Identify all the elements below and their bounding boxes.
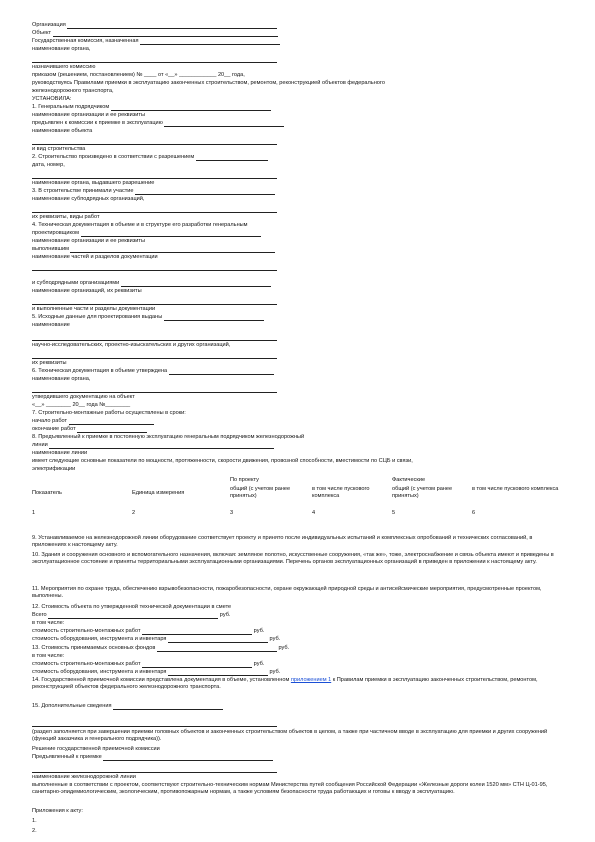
rules-line-cont: железнодорожного транспорта, [32, 88, 114, 94]
established-heading: УСТАНОВИЛА: [32, 96, 72, 102]
blank-field[interactable] [32, 298, 277, 305]
item-1b-line [32, 120, 284, 127]
org-field[interactable] [67, 22, 277, 29]
column-number: 2 [132, 510, 136, 516]
currency-label: руб. [269, 636, 281, 643]
item-3-line [32, 188, 275, 195]
caption-text: и вид строительства [32, 146, 86, 152]
object-line [32, 30, 278, 37]
commission-label: Государственная комиссия, назначенная [32, 38, 139, 45]
currency-label: руб. [253, 661, 265, 668]
railway-label: линии [32, 442, 48, 449]
caption-text: их реквизиты, виды работ [32, 214, 100, 220]
item-5-label: 5. Исходные данные для проектирования выданы [32, 314, 163, 321]
item-2-label: 2. Строительство произведено в соответствии с разрешением [32, 154, 195, 161]
start-field[interactable] [69, 418, 154, 425]
currency-label: руб. [278, 645, 290, 652]
header-indicator: Показатель [32, 490, 62, 496]
presented-field[interactable] [103, 754, 273, 761]
item-5-line [32, 314, 264, 321]
item-4b-line [32, 230, 261, 237]
item-15-note: (раздел заполняется при завершении приемки головных объектов и законченных строительством объектов в целом, а также при частичном вводе в эксплуатацию для приемки и других сооружений (функций заказчика и генерального подрядчика)). [32, 729, 548, 742]
item-14-paragraph [32, 677, 567, 691]
total-field[interactable] [48, 612, 218, 619]
equipment-cost-label: стоимость оборудования, инструмента и инвентаря [32, 636, 167, 643]
item-12-line: 12. Стоимость объекта по утвержденной технической документации в смете [32, 604, 232, 610]
indicators-line-cont: электрификации [32, 466, 76, 472]
item-14-text-cont: к Правилам приемки в эксплуатацию законченных строительством, ремонтом, реконструкцией объектов федерального железнодорожного транспорта. [32, 677, 538, 690]
blank-field[interactable] [32, 352, 277, 359]
item-3-label: 3. В строительстве принимали участие [32, 188, 134, 195]
approval-date-line: «__» ________ 20__ года №________ [32, 402, 131, 408]
column-number: 6 [472, 510, 476, 516]
approved-field[interactable] [169, 368, 274, 375]
header-project-total: общий (с учетом ранее принятых) [230, 486, 291, 499]
blank-field[interactable] [32, 334, 277, 341]
caption-text: наименование организаций, их реквизиты [32, 288, 142, 294]
equipment-cost-field[interactable] [168, 669, 268, 676]
item-15-label: 15. Дополнительные сведения [32, 703, 112, 710]
item-10-paragraph: 10. Здания и сооружения основного и вспомогательного назначения, включая: земляное полотно, искусственные сооружения, «так же», тоже, электроснабжение и связь объекта имеют и приведены в эксплуатационное состояние и приняты территориальными эксплуатационными организациями. Перечень органов эксплуатационных организаций в приведен в приложении к настоящему акту. [32, 552, 554, 565]
additional-info-field[interactable] [113, 703, 223, 710]
blank-field[interactable] [32, 386, 277, 393]
contractor-field[interactable] [111, 104, 271, 111]
construction-cost-label: стоимость строительно-монтажных работ [32, 661, 141, 668]
presented-label: Предъявленный к приемке [32, 754, 102, 761]
caption-text: наименование [32, 322, 70, 328]
caption-text: наименование органа, [32, 46, 91, 52]
caption-text: наименование органа, выдавшего разрешение [32, 180, 155, 186]
org-label: Организация [32, 22, 66, 29]
item-4d-label: и субподрядными организациями [32, 280, 120, 287]
railway-field[interactable] [49, 442, 274, 449]
start-label: начало работ [32, 418, 68, 425]
caption-text: наименование организации и ее реквизиты [32, 238, 146, 244]
blank-field[interactable] [32, 264, 277, 271]
subcontract-org-field[interactable] [121, 280, 271, 287]
column-number: 5 [392, 510, 396, 516]
item-2-line [32, 154, 268, 161]
railway-line [32, 442, 274, 449]
permit-field[interactable] [196, 154, 268, 161]
caption-text: наименование объекта [32, 128, 93, 134]
header-actual-launch: в том числе пускового комплекса [472, 486, 559, 492]
column-number: 3 [230, 510, 234, 516]
caption-text: утвердившего документацию на объект [32, 394, 135, 400]
decision-paragraph: выполненные в соответствии с проектом, соответствуют строительно-техническим нормам Министерства путей сообщения Российской Федерации «Железные дороги колеи 1520 мм» СТН Ц-01-95, санитарно-эпидемиологическим, экологическим, противопожарным нормам, а также условиям безопасности труда работающих и готовы к вводу в эксплуатацию. [32, 782, 548, 795]
subcontractors-field[interactable] [135, 188, 275, 195]
appendix-1-link[interactable]: приложением 1 [290, 677, 332, 683]
designer-field[interactable] [81, 230, 261, 237]
item-6-line [32, 368, 274, 375]
header-project-launch: в том числе пускового комплекса [312, 486, 370, 499]
blank-field[interactable] [32, 172, 277, 179]
currency-label: руб. [253, 628, 265, 635]
equipment-cost-label: стоимость оборудования, инструмента и инвентаря [32, 669, 167, 676]
rules-line: руководствуясь Правилами приемки в эксплуатацию законченных строительством, ремонтом, реконструкцией объектов федерального [32, 80, 385, 86]
equipment-cost-line [32, 636, 280, 643]
item-1-label: 1. Генеральным подрядчиком [32, 104, 110, 111]
item-11-paragraph: 11. Мероприятия по охране труда, обеспечению взрывобезопасности, пожаробезопасности, охране окружающей природной среды и антисейсмические мероприятия, предусмотренные проектом, выполнены. [32, 586, 542, 599]
column-number: 4 [312, 510, 316, 516]
appendices-heading: Приложения к акту: [32, 808, 83, 814]
equipment-cost-line-2 [32, 669, 280, 676]
start-line [32, 418, 154, 425]
indicators-table [32, 477, 567, 521]
presented-line [32, 754, 273, 761]
total-line [32, 612, 230, 619]
header-actual-total: общий (с учетом ранее принятых) [392, 486, 453, 499]
item-4c-label: выполнившим [32, 246, 69, 253]
item-8-line: 8. Предъявленный к приемке в постоянную эксплуатацию генеральным подрядчиком железнодорожный [32, 434, 305, 440]
currency-label: руб. [219, 612, 231, 619]
org-line [32, 22, 277, 29]
object-presented-field[interactable] [164, 120, 284, 127]
caption-text: назначившего комиссию [32, 64, 96, 70]
appendix-item: 2. [32, 828, 37, 834]
caption-text: наименование субподрядных организаций, [32, 196, 145, 202]
item-4d-line [32, 280, 271, 287]
item-1-line [32, 104, 271, 111]
object-field[interactable] [53, 30, 278, 37]
item-4-line: 4. Техническая документация в объеме и в структуре его разработки генеральным [32, 222, 248, 228]
total-label: Всего [32, 612, 47, 619]
column-number: 1 [32, 510, 36, 516]
item-4c-line [32, 246, 275, 253]
caption-text: наименование органа, [32, 376, 91, 382]
equipment-cost-field[interactable] [168, 636, 268, 643]
col-group-actual: Фактические [392, 477, 426, 483]
including-label: в том числе: [32, 620, 65, 626]
construction-cost-field[interactable] [142, 661, 252, 668]
construction-cost-line [32, 628, 264, 635]
blank-field[interactable] [32, 720, 277, 727]
commission-decision-heading: Решение государственной приемочной комиссии [32, 746, 160, 752]
performed-field[interactable] [70, 246, 275, 253]
item-14-text: 14. Государственной приемочной комиссии представлена документация в объеме, установленном [32, 677, 290, 683]
item-4b-label: проектировщиком [32, 230, 79, 237]
blank-field[interactable] [32, 766, 277, 773]
caption-text: наименование организации и ее реквизиты [32, 112, 146, 118]
caption-text: их реквизиты [32, 360, 67, 366]
object-label: Объект [32, 30, 52, 37]
appendix-item: 1. [32, 818, 37, 824]
blank-field[interactable] [32, 138, 277, 145]
fixed-assets-field[interactable] [157, 645, 277, 652]
item-9-paragraph: 9. Устанавливаемое на железнодорожной линии оборудование соответствует проекту и принято после индивидуальных испытаний и комплексных опробований и технических согласований, в приложениях к настоящему акту. [32, 535, 533, 548]
item-13-line [32, 645, 289, 652]
caption-text: и выполненные части и разделы документации [32, 306, 156, 312]
construction-cost-label: стоимость строительно-монтажных работ [32, 628, 141, 635]
caption-text: научно-исследовательских, проектно-изыскательских и других организаций, [32, 342, 231, 348]
item-13-label: 13. Стоимость принимаемых основных фондов [32, 645, 156, 652]
including-label: в том числе: [32, 653, 65, 659]
construction-cost-line-2 [32, 661, 264, 668]
end-field[interactable] [77, 426, 147, 433]
blank-field[interactable] [32, 56, 277, 63]
col-group-project: По проекту [230, 477, 259, 483]
end-line [32, 426, 147, 433]
item-15-line [32, 703, 223, 710]
construction-cost-field[interactable] [142, 628, 252, 635]
currency-label: руб. [269, 669, 281, 676]
end-label: окончание работ [32, 426, 76, 433]
source-data-field[interactable] [164, 314, 264, 321]
commission-field[interactable] [140, 38, 280, 45]
indicators-line: имеет следующие основные показатели по мощности, протяженности, скорости движения, провозной способности, вместимости по СЦБ и связи, [32, 458, 413, 464]
commission-line [32, 38, 280, 45]
caption-text: наименование железнодорожной линии [32, 774, 136, 780]
order-line: приказом (решением, постановлением) № ____ от «__» ____________ 20__ года, [32, 72, 245, 78]
header-unit: Единица измерения [132, 490, 185, 496]
item-7-line: 7. Строительно-монтажные работы осуществлены в сроки: [32, 410, 186, 416]
caption-text: наименование линии [32, 450, 88, 456]
item-1b-label: предъявлен к комиссии к приемке в эксплуатацию [32, 120, 163, 127]
caption-text: наименование частей и разделов документации [32, 254, 158, 260]
caption-text: дата, номер, [32, 162, 65, 168]
item-6-label: 6. Техническая документация в объеме утверждена [32, 368, 168, 375]
blank-field[interactable] [32, 206, 277, 213]
